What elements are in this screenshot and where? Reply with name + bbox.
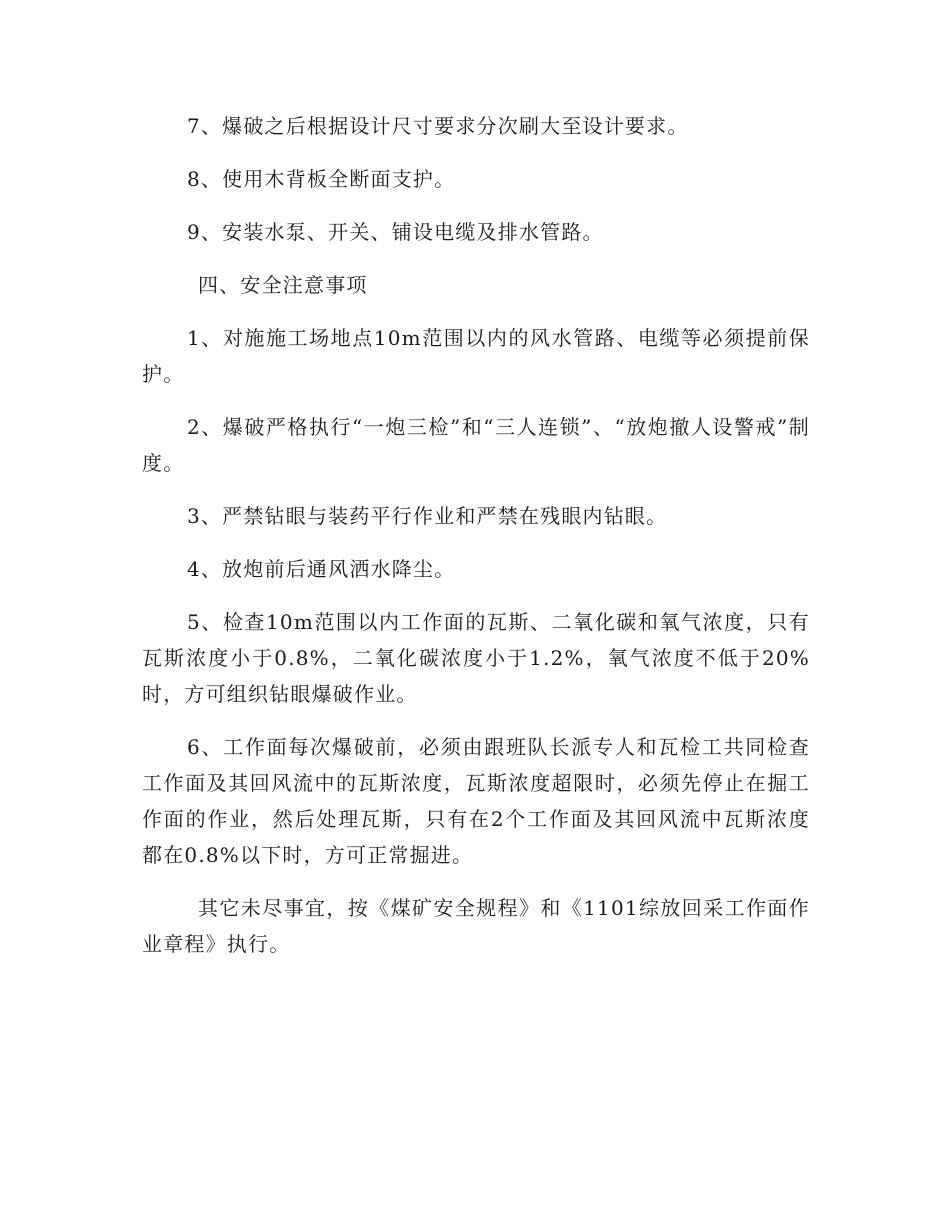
paragraph-safety-3: 3、严禁钻眼与装药平行作业和严禁在残眼内钻眼。 [187,504,668,528]
paragraph-safety-1: 1、对施施工场地点10m范围以内的风水管路、电缆等必须提前保护。 [142,326,810,386]
paragraph-safety-6: 6、工作面每次爆破前，必须由跟班队长派专人和瓦检工共同检查工作面及其回风流中的瓦斯浓度，瓦斯浓度超限时，必须先停止在掘工作面的作业，然后处理瓦斯，只有在2个工作面及其回风流中瓦斯浓度都在0.8%以下时，方可正常掘进。 [142,735,810,867]
paragraph-step-8: 8、使用木背板全断面支护。 [187,167,456,191]
paragraph-step-7: 7、爆破之后根据设计尺寸要求分次刷大至设计要求。 [187,114,689,138]
paragraph-safety-2: 2、爆破严格执行“一炮三检”和“三人连锁”、“放炮撤人设警戒”制度。 [142,415,810,475]
paragraph-safety-4: 4、放炮前后通风洒水降尘。 [187,557,456,581]
paragraph-step-9: 9、安装水泵、开关、铺设电缆及排水管路。 [187,220,604,244]
document-body [142,108,810,962]
paragraph-closing: 其它未尽事宜，按《煤矿安全规程》和《1101综放回采工作面作业章程》执行。 [142,896,810,956]
paragraph-safety-5: 5、检查10m范围以内工作面的瓦斯、二氧化碳和氧气浓度，只有瓦斯浓度小于0.8%，二氧化碳浓度小于1.2%，氧气浓度不低于20%时，方可组织钻眼爆破作业。 [142,610,810,706]
section-heading-safety: 四、安全注意事项 [198,273,368,297]
